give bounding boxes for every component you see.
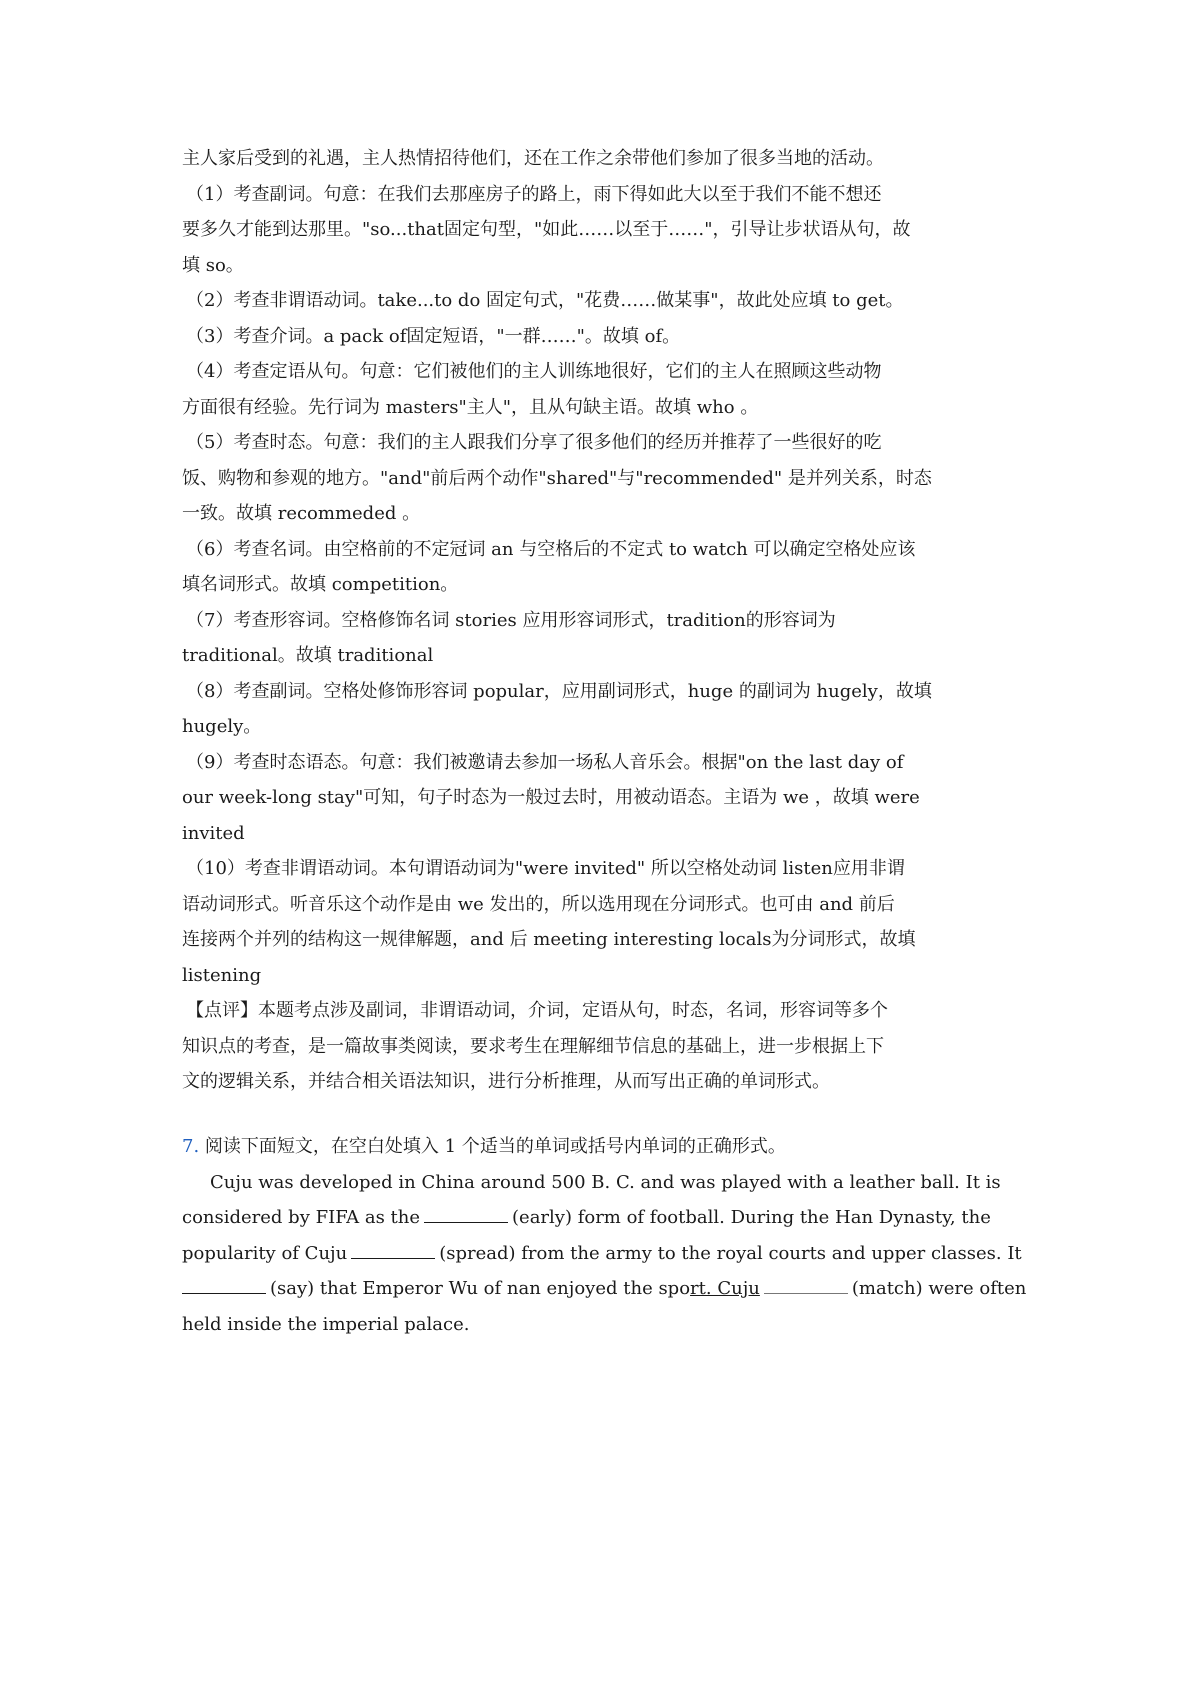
passage-line: considered by FIFA as the (early) form of football. During the Han Dynasty, the [182,1200,1152,1236]
explanation-item-3: （3）考查介词。a pack of固定短语，"一群……"。故填 of。 [186,325,681,347]
question-instruction: 阅读下面短文，在空白处填入 1 个适当的单词或括号内单词的正确形式。 [204,1136,786,1157]
answer-blank[interactable] [351,1240,435,1259]
answer-blank[interactable] [424,1204,508,1223]
explanation-item-4: （4）考查定语从句。句意：它们被他们的主人训练地很好，它们的主人在照顾这些动物 方面很有经验。先行词为 masters"主人"，且从句缺主语。故填 who 。 [182,361,882,418]
question-number: 7. [182,1136,200,1157]
question-7 [182,1129,1152,1342]
explanation-item-7: （7）考查形容词。空格修饰名词 stories 应用形容词形式，tradition的形容词为 traditional。故填 traditional [182,609,836,666]
answer-explanations [182,141,1012,1100]
comment-line: 知识点的考查，是一篇故事类阅读，要求考生在理解细节信息的基础上，进一步根据上下 [182,1035,884,1057]
answer-blank[interactable] [182,1275,266,1294]
explanation-item-2: （2）考查非谓语动词。take...to do 固定句式，"花费……做某事"，故此处应填 to get。 [186,290,904,311]
comment-line: 文的逻辑关系，并结合相关语法知识，进行分析推理，从而写出正确的单词形式。 [182,1071,830,1092]
comment-line: 本题考点涉及副词，非谓语动词，介词，定语从句，时态，名词，形容词等多个 [258,1000,888,1021]
explanation-item-1: （1）考查副词。句意：在我们去那座房子的路上，雨下得如此大以至于我们不能不想还 要多久才能到达那里。"so...that固定句型，"如此……以至于……"，引导让步状语从句，故 填 so。 [182,183,911,276]
explanation-item-5: （5）考查时态。句意：我们的主人跟我们分享了很多他们的经历并推荐了一些很好的吃 饭、购物和参观的地方。"and"前后两个动作"shared"与"recommended" 是并列关系，时态 一致。故填 recommeded 。 [182,432,932,524]
passage-line: held inside the imperial palace. [182,1313,470,1335]
intro-line: 主人家后受到的礼遇，主人热情招待他们，还在工作之余带他们参加了很多当地的活动。 [182,148,884,169]
passage-line: popularity of Cuju (spread) from the army to the royal courts and upper classes. It [182,1236,1152,1272]
answer-blank[interactable] [764,1275,848,1294]
explanation-item-6: （6）考查名词。由空格前的不定冠词 an 与空格后的不定式 to watch 可以确定空格处应该 填名词形式。故填 competition。 [182,538,916,595]
explanation-item-10: （10）考查非谓语动词。本句谓语动词为"were invited" 所以空格处动词 listen应用非谓 语动词形式。听音乐这个动作是由 we 发出的，所以选用现在分词形式。也可由 and 前后 连接两个并列的结构这一规律解题，and 后 meeting interesting locals为分词形式，故填 listening [182,858,916,986]
passage-line: Cuju was developed in China around 500 B. C. and was played with a leather ball. It is [210,1171,1001,1193]
explanation-item-9: （9）考查时态语态。句意：我们被邀请去参加一场私人音乐会。根据"on the last day of our week-long stay"可知，句子时态为一般过去时，用被动语态。主语为 we ，故填 were invited [182,751,920,844]
passage-line: (say) that Emperor Wu of nan enjoyed the sport. Cuju (match) were often [182,1271,1152,1307]
question-header [182,1129,1152,1165]
explanation-item-8: （8）考查副词。空格处修饰形容词 popular，应用副词形式，huge 的副词为 hugely，故填 hugely。 [182,680,932,737]
comment-section [182,993,1012,1100]
comment-tag: 【点评】 [186,1000,258,1021]
